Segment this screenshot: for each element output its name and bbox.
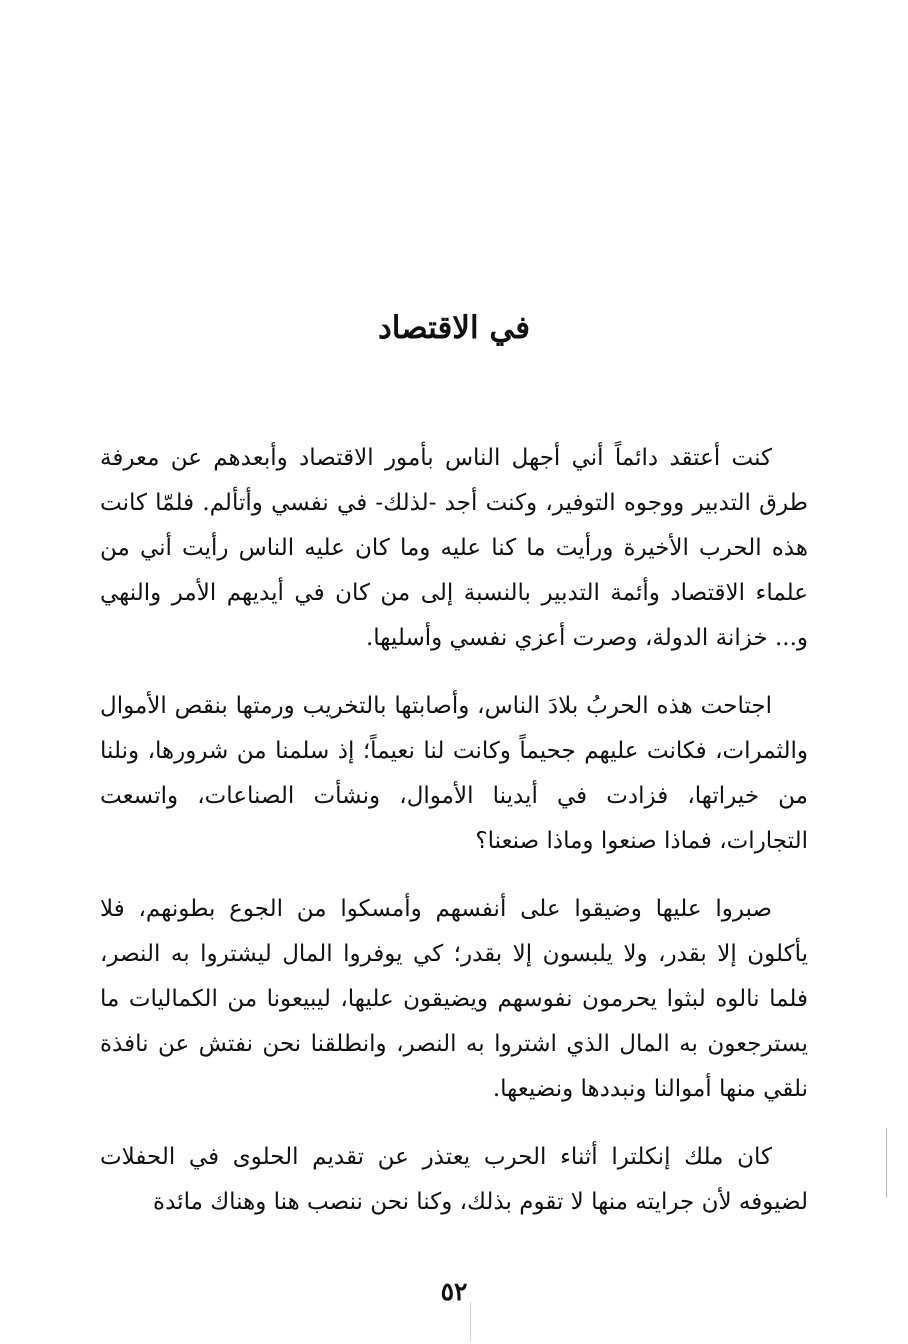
- paragraph-3: صبروا عليها وضيقوا على أنفسهم وأمسكوا من الجوع بطونهم، فلا يأكلون إلا بقدر، ولا يلبسون إلا بقدر؛ كي يوفروا المال ليشتروا به النصر، فلما نالوه لبثوا يحرمون نفوسهم ويضيقون عليها، ليبيعونا من الكماليات ما يسترجعون به المال الذي اشتروا به النصر، وانطلقنا نحن نفتش عن نافذة نلقي منها أموالنا ونبددها ونضيعها.: [100, 896, 808, 1102]
- gutter-mark: [470, 1302, 471, 1342]
- paragraph-4: كان ملك إنكلترا أثناء الحرب يعتذر عن تقديم الحلوى في الحفلات لضيوفه لأن جرايته منها لا تقوم بذلك، وكنا نحن ننصب هنا وهناك مائدة: [100, 1144, 808, 1215]
- paragraph-1: كنت أعتقد دائماً أني أجهل الناس بأمور الاقتصاد وأبعدهم عن معرفة طرق التدبير ووجوه التوفير، وكنت أجد -لذلك- في نفسي وأتألم. فلمّا كانت هذه الحرب الأخيرة ورأيت ما كنا عليه وما كان عليه الناس رأيت أني من علماء الاقتصاد وأئمة التدبير بالنسبة إلى من كان في أيديهم الأمر والنهي و... خزانة الدولة، وصرت أعزي نفسي وأسليها.: [100, 445, 808, 651]
- body-text: [100, 436, 808, 1248]
- paragraph-2: اجتاحت هذه الحربُ بلادَ الناس، وأصابتها بالتخريب ورمتها بنقص الأموال والثمرات، فكانت عليهم جحيماً وكانت لنا نعيماً؛ إذ سلمنا من شرورها، ونلنا من خيراتها، فزادت في أيدينا الأموال، ونشأت الصناعات، واتسعت التجارات، فماذا صنعوا وماذا صنعنا؟: [100, 693, 808, 854]
- scan-edge-mark: [886, 1128, 887, 1198]
- page-number: ٥٢: [440, 1277, 468, 1306]
- chapter-title: في الاقتصاد: [377, 310, 531, 346]
